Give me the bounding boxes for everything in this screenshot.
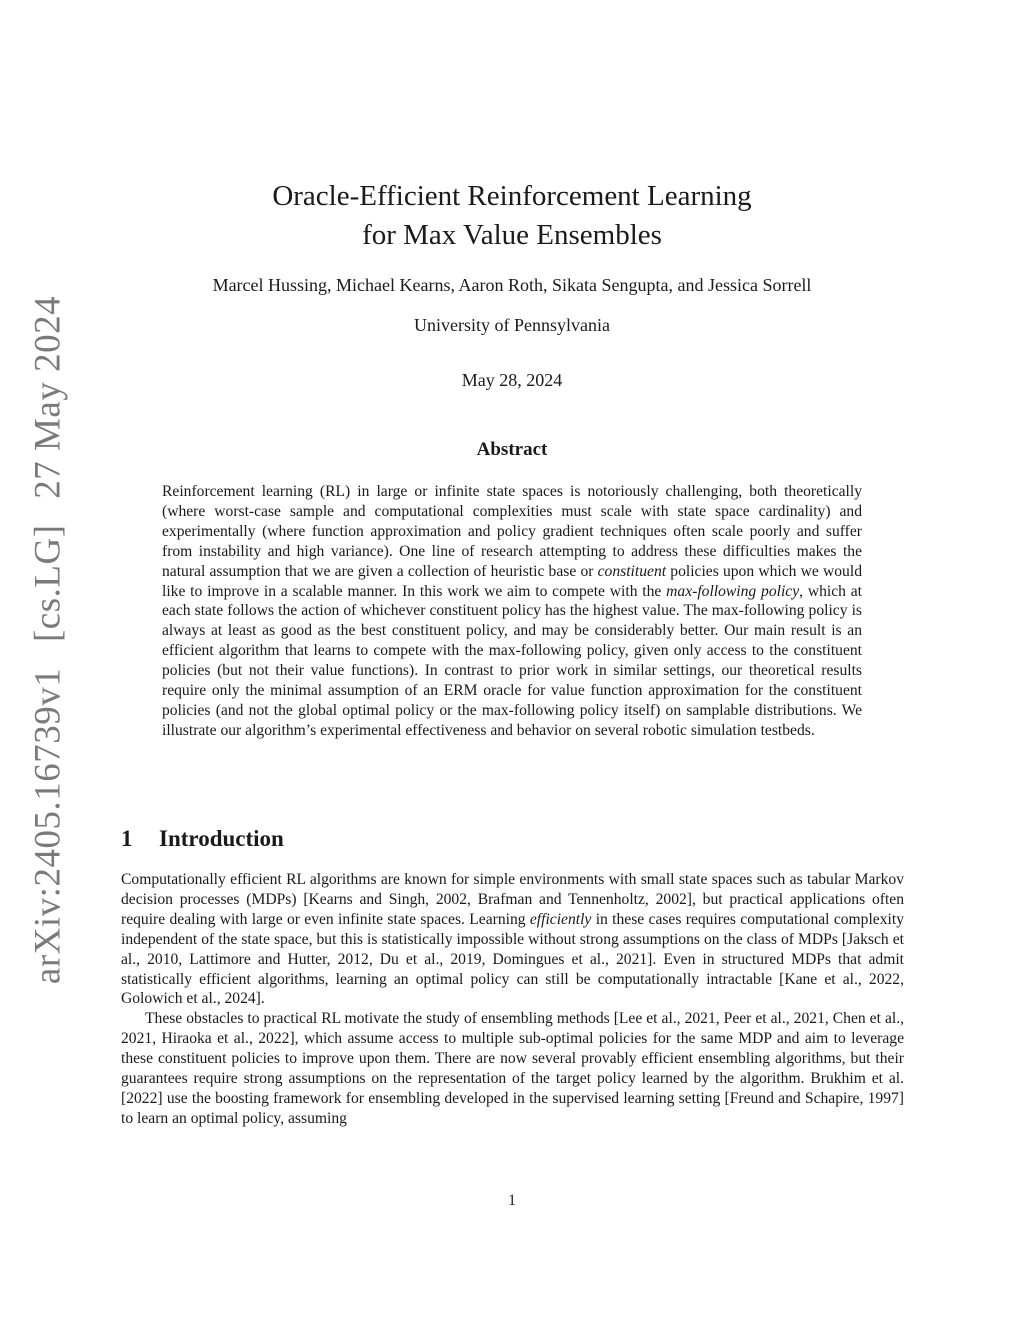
paper-date: May 28, 2024 bbox=[461, 370, 563, 390]
arxiv-id: arXiv:2405.16739v1 bbox=[27, 667, 69, 985]
intro-p1-part-1: Computationally efficient RL algorithms are known for simple environments with small state spaces such as tabular Markov decision processes (MDPs) [Kearns and Singh, 2002, Brafman and Tennenholtz, 2002], but practical applications often require dealing with large or even infinite state spaces. Learning bbox=[121, 871, 904, 928]
arxiv-category: [cs.LG] bbox=[27, 524, 69, 643]
author-list: Marcel Hussing, Michael Kearns, Aaron Roth, Sikata Sengupta, and Jessica Sorrell bbox=[212, 275, 812, 295]
section-number: 1 bbox=[121, 826, 133, 851]
abstract-heading: Abstract bbox=[476, 439, 548, 460]
abstract-text-part-2: policies upon which we would like to improve in a scalable manner. In this work we aim to compete with the bbox=[162, 562, 862, 600]
abstract-text-part-3: , which at each state follows the action of whichever constituent policy has the highest value. The max-following policy is always at least as good as the best constituent policy, and may be considerably better. Our main result is an efficient algorithm that learns to compete with the max-following policy, given only access to the constituent policies (but not their value functions). In contrast to prior work in similar settings, our theoretical results require only the minimal assumption of an ERM oracle for value function approximation for the constituent policies (and not the global optimal policy or the max-following policy itself) on samplable distributions. We illustrate our algorithm’s experimental effectiveness and behavior on several robotic simulation testbeds. bbox=[162, 582, 862, 739]
arxiv-date: 27 May 2024 bbox=[27, 295, 69, 499]
paper-title-line-2: for Max Value Ensembles bbox=[362, 219, 662, 251]
arxiv-identifier-stamp bbox=[27, 288, 70, 992]
abstract-emphasis-constituent: constituent bbox=[597, 562, 667, 580]
intro-p1-part-2: in these cases requires computational complexity independent of the state space, but this is statistically impossible without strong assumptions on the class of MDPs [Jaksch et al., 2010, Lattimore and Hutter, 2012, Du et al., 2019, Domingues et al., 2021]. Even in structured MDPs that admit statistically efficient algorithms, learning an optimal policy can still be computationally intractable [Kane et al., 2022, Golowich et al., 2024]. bbox=[121, 910, 904, 1008]
introduction-body bbox=[121, 870, 904, 1129]
page-number: 1 bbox=[508, 1192, 516, 1209]
paper-title bbox=[0, 177, 1024, 255]
intro-paragraph-1 bbox=[121, 870, 904, 1009]
affiliation: University of Pennsylvania bbox=[414, 315, 610, 335]
abstract-emphasis-max-following: max-following policy bbox=[666, 582, 800, 600]
section-heading-introduction bbox=[121, 826, 284, 852]
abstract-text bbox=[162, 482, 862, 741]
section-title: Introduction bbox=[159, 826, 284, 851]
abstract-text-part-1: Reinforcement learning (RL) in large or infinite state spaces is notoriously challenging, both theoretically (where worst-case sample and computational complexities must scale with state space cardinality) and experimentally (where function approximation and policy gradient techniques often scale poorly and suffer from instability and high variance). One line of research attempting to address these difficulties makes the natural assumption that we are given a collection of heuristic base or bbox=[162, 483, 862, 580]
intro-p1-emphasis: efficiently bbox=[529, 910, 592, 928]
intro-paragraph-2: These obstacles to practical RL motivate the study of ensembling methods [Lee et al., 2021, Peer et al., 2021, Chen et al., 2021, Hiraoka et al., 2022], which assume access to multiple sub-optimal policies for the same MDP and aim to leverage these constituent policies to improve upon them. There are now several provably efficient ensembling algorithms, but their guarantees require strong assumptions on the representation of the target policy learned by the algorithm. Brukhim et al. [2022] use the boosting framework for ensembling developed in the supervised learning setting [Freund and Schapire, 1997] to learn an optimal policy, assuming bbox=[121, 1010, 904, 1127]
paper-title-line-1: Oracle-Efficient Reinforcement Learning bbox=[272, 180, 752, 212]
